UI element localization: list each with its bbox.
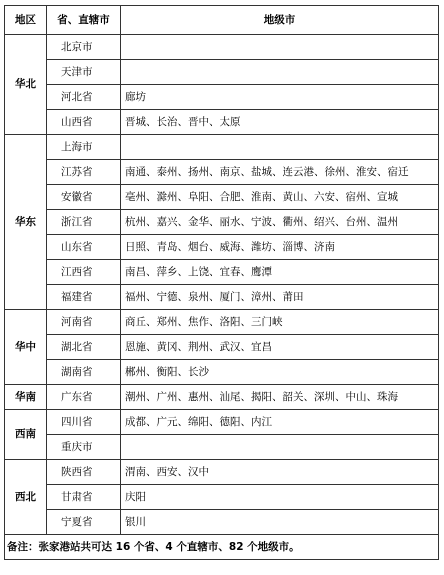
province-cell: 陕西省 — [47, 460, 121, 485]
table-row — [5, 485, 439, 510]
region-cell: 西南 — [5, 410, 47, 460]
province-cell: 广东省 — [47, 385, 121, 410]
table-row — [5, 460, 439, 485]
header-row — [5, 6, 439, 35]
cities-cell: 恩施、黄冈、荆州、武汉、宜昌 — [121, 335, 439, 360]
table-row — [5, 160, 439, 185]
table-row — [5, 135, 439, 160]
province-cell: 甘肃省 — [47, 485, 121, 510]
header-cities: 地级市 — [121, 6, 439, 35]
table-row — [5, 260, 439, 285]
cities-cell: 日照、青岛、烟台、威海、潍坊、淄博、济南 — [121, 235, 439, 260]
cities-cell: 南昌、萍乡、上饶、宜春、鹰潭 — [121, 260, 439, 285]
cities-cell: 晋城、长治、晋中、太原 — [121, 110, 439, 135]
note-text: 备注：张家港站共可达 16 个省、4 个直辖市、82 个地级市。 — [5, 535, 439, 560]
province-cell: 重庆市 — [47, 435, 121, 460]
province-cell: 北京市 — [47, 35, 121, 60]
province-cell: 福建省 — [47, 285, 121, 310]
destination-table — [4, 5, 439, 560]
table-row — [5, 410, 439, 435]
province-cell: 河南省 — [47, 310, 121, 335]
region-cell: 华中 — [5, 310, 47, 385]
table-row — [5, 385, 439, 410]
table-row — [5, 185, 439, 210]
cities-cell — [121, 35, 439, 60]
table-row — [5, 285, 439, 310]
cities-cell: 庆阳 — [121, 485, 439, 510]
region-cell: 华东 — [5, 135, 47, 310]
province-cell: 浙江省 — [47, 210, 121, 235]
province-cell: 河北省 — [47, 85, 121, 110]
cities-cell: 杭州、嘉兴、金华、丽水、宁波、衢州、绍兴、台州、温州 — [121, 210, 439, 235]
cities-cell: 郴州、衡阳、长沙 — [121, 360, 439, 385]
header-province: 省、直辖市 — [47, 6, 121, 35]
cities-cell — [121, 135, 439, 160]
province-cell: 江苏省 — [47, 160, 121, 185]
cities-cell: 亳州、滁州、阜阳、合肥、淮南、黄山、六安、宿州、宣城 — [121, 185, 439, 210]
table-row — [5, 435, 439, 460]
note-row — [5, 535, 439, 560]
province-cell: 湖南省 — [47, 360, 121, 385]
cities-cell — [121, 60, 439, 85]
page — [4, 5, 439, 560]
table-row — [5, 35, 439, 60]
cities-cell: 成都、广元、绵阳、德阳、内江 — [121, 410, 439, 435]
table-row — [5, 110, 439, 135]
cities-cell: 渭南、西安、汉中 — [121, 460, 439, 485]
table-row — [5, 60, 439, 85]
province-cell: 四川省 — [47, 410, 121, 435]
table-row — [5, 510, 439, 535]
cities-cell: 南通、泰州、扬州、南京、盐城、连云港、徐州、淮安、宿迁 — [121, 160, 439, 185]
region-cell: 西北 — [5, 460, 47, 535]
province-cell: 江西省 — [47, 260, 121, 285]
cities-cell: 廊坊 — [121, 85, 439, 110]
cities-cell: 银川 — [121, 510, 439, 535]
province-cell: 湖北省 — [47, 335, 121, 360]
cities-cell — [121, 435, 439, 460]
cities-cell: 商丘、郑州、焦作、洛阳、三门峡 — [121, 310, 439, 335]
province-cell: 安徽省 — [47, 185, 121, 210]
table-row — [5, 335, 439, 360]
province-cell: 山东省 — [47, 235, 121, 260]
table-row — [5, 360, 439, 385]
province-cell: 上海市 — [47, 135, 121, 160]
table-row — [5, 235, 439, 260]
province-cell: 宁夏省 — [47, 510, 121, 535]
province-cell: 山西省 — [47, 110, 121, 135]
region-cell: 华南 — [5, 385, 47, 410]
cities-cell: 潮州、广州、惠州、汕尾、揭阳、韶关、深圳、中山、珠海 — [121, 385, 439, 410]
cities-cell: 福州、宁德、泉州、厦门、漳州、莆田 — [121, 285, 439, 310]
header-region: 地区 — [5, 6, 47, 35]
table-row — [5, 210, 439, 235]
table-row — [5, 85, 439, 110]
table-row — [5, 310, 439, 335]
region-cell: 华北 — [5, 35, 47, 135]
province-cell: 天津市 — [47, 60, 121, 85]
